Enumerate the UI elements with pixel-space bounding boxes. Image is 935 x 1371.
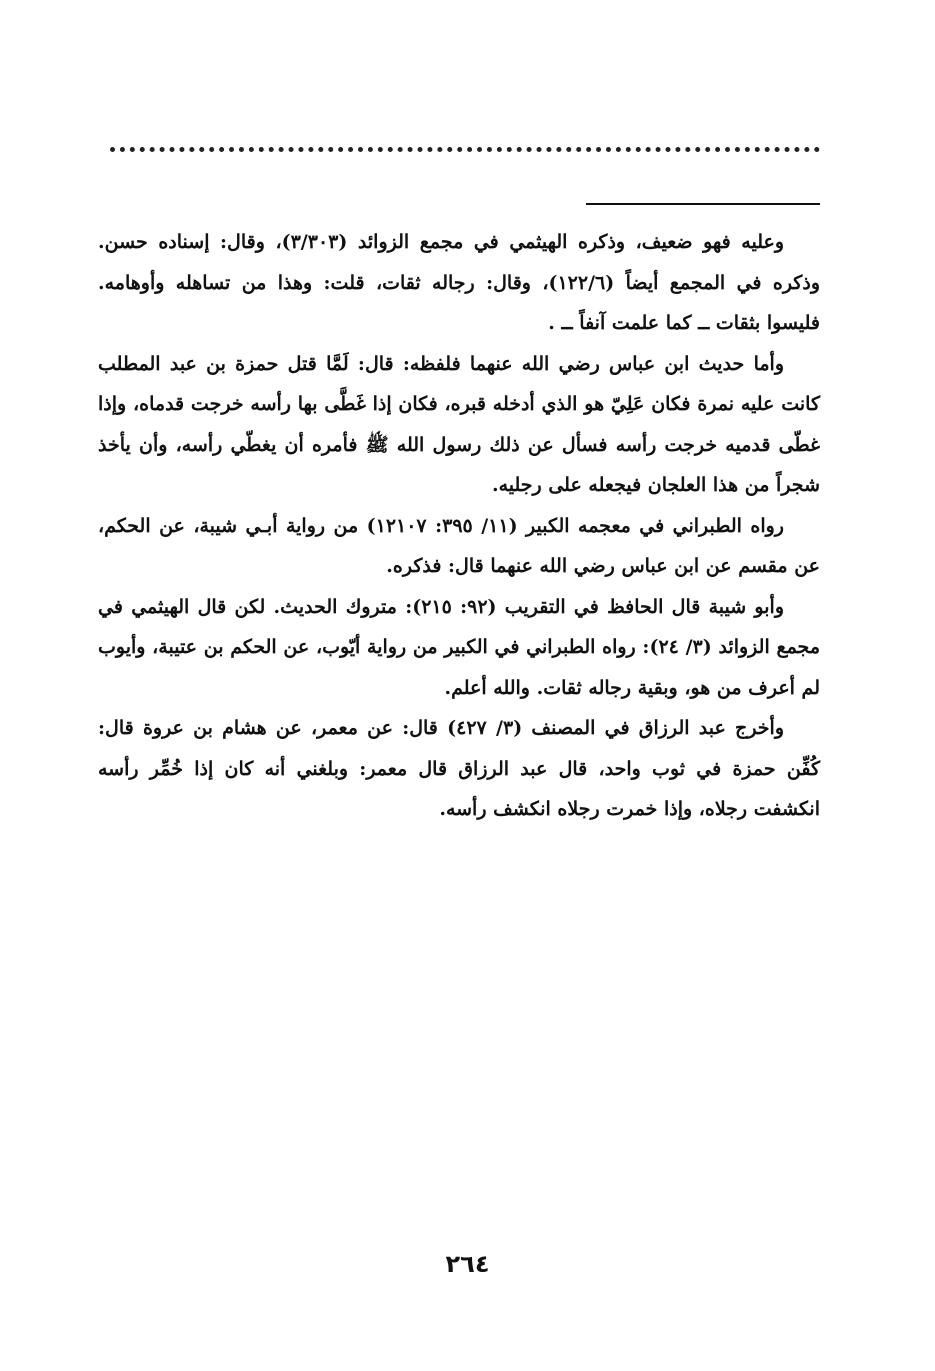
footnote-separator-line <box>586 203 820 205</box>
paragraph-4: وأبو شيبة قال الحافظ في التقريب (٩٢: ٢١٥): متروك الحديث. لكن قال الهيثمي في مجمع الزوائد (٣/ ٢٤): رواه الطبراني في الكبير من رواية أيّوب، عن الحكم بن عتيبة، وأيوب لم أعرف من هو، وبقية رجاله ثقات. والله أعلم. <box>98 595 820 699</box>
body-text <box>98 222 820 830</box>
dotted-separator <box>110 147 820 152</box>
paragraph-1: وعليه فهو ضعيف، وذكره الهيثمي في مجمع الزوائد (٣/٣٠٣)، وقال: إسناده حسن. وذكره في المجمع أيضاً (١٢٢/٦)، وقال: رجاله ثقات، قلت: وهذا من تساهله وأوهامه. فليسوا بثقات ــ كما علمت آنفاً ــ . <box>98 231 820 334</box>
paragraph-5: وأخرج عبد الرزاق في المصنف (٣/ ٤٢٧) قال: عن معمر، عن هشام بن عروة قال: كُفِّن حمزة في ثوب واحد، قال عبد الرزاق قال معمر: وبلغني أنه كان إذا خُمِّر رأسه انكشفت رجلاه، وإذا خمرت رجلاه انكشف رأسه. <box>98 717 820 820</box>
page-number: ٢٦٤ <box>445 1250 490 1278</box>
paragraph-2: وأما حديث ابن عباس رضي الله عنهما فلفظه: قال: لَمَّا قتل حمزة بن عبد المطلب كانت عليه نمرة فكان عَلِيّ هو الذي أدخله قبره، فكان إذا غَطَّى بها رأسه خرجت قدماه، وإذا غطّى قدميه خرجت رأسه فسأل عن ذلك رسول الله ﷺ فأمره أن يغطّي رأسه، وأن يأخذ شجراً من هذا العلجان فيجعله على رجليه. <box>98 352 820 496</box>
paragraph-3: رواه الطبراني في معجمه الكبير (١١/ ٣٩٥: ١٢١٠٧) من رواية أبـي شيبة، عن الحكم، عن مقسم عن ابن عباس رضي الله عنهما قال: فذكره. <box>98 514 820 577</box>
